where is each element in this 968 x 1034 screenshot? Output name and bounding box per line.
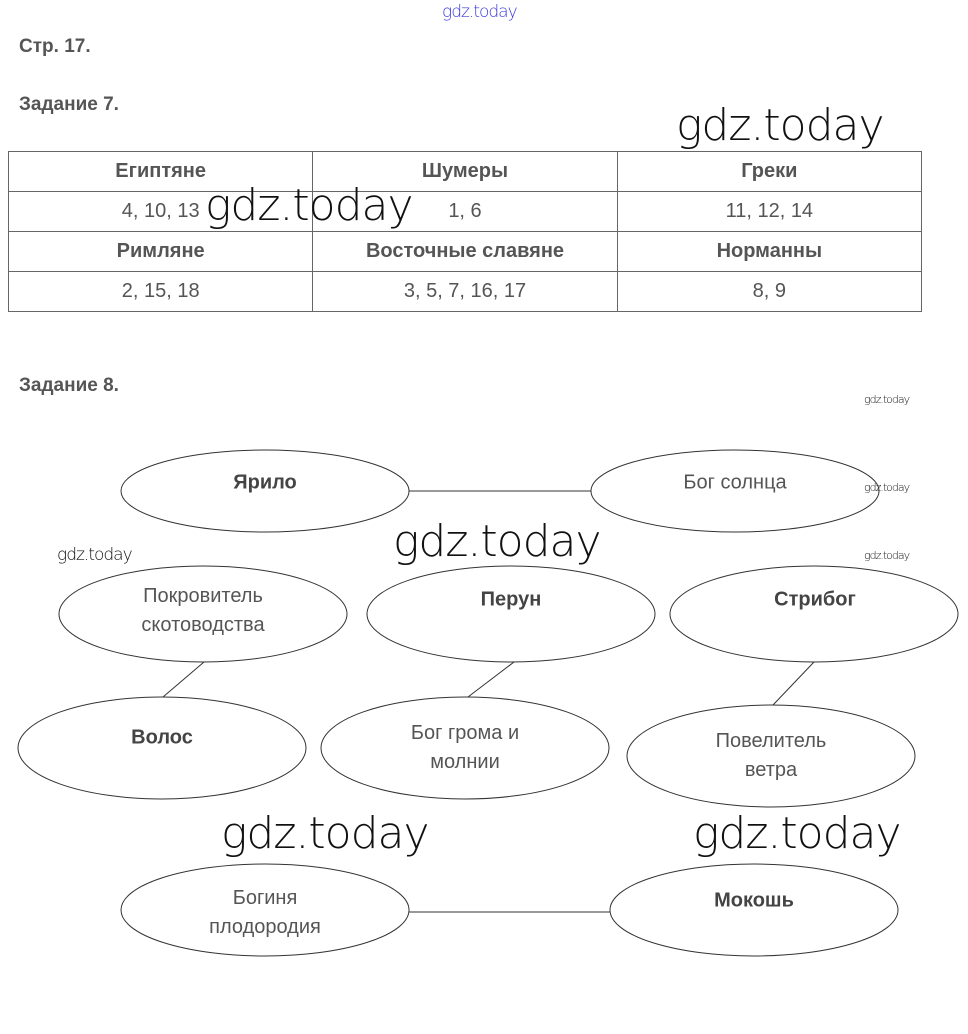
watermark: gdz.today [864,393,910,406]
table-header: Римляне [9,232,313,272]
label-line: Покровитель [143,585,263,607]
watermark: gdz.today [693,808,901,859]
connector [468,662,514,697]
watermark: gdz.today [57,545,132,565]
label-line: Повелитель [715,730,827,752]
label-line: Богиня [232,887,298,909]
label-fertility [209,884,321,942]
label-line: плодородия [209,916,321,938]
table-cell: 1, 6 [313,192,617,232]
label-line: Бог грома и [410,722,520,744]
task-8-heading: Задание 8. [19,375,119,396]
task-7-heading: Задание 7. [19,94,119,115]
table-header: Норманны [617,232,921,272]
watermark: gdz.today [393,516,601,567]
table-cell: 3, 5, 7, 16, 17 [313,272,617,312]
table-cell: 4, 10, 13 [9,192,313,232]
watermark: gdz.today [442,2,517,22]
label-sun: Бог солнца [683,471,787,494]
connector [163,662,204,697]
label-cattle [141,582,264,640]
connector [773,662,814,705]
table-header: Греки [617,152,921,192]
label-line: ветра [744,759,798,781]
watermark: gdz.today [676,100,884,151]
label-line: скотоводства [141,614,265,636]
watermark: gdz.today [205,180,413,231]
label-yarilo: Ярило [233,471,297,494]
label-stribog: Стрибог [774,588,856,611]
page-reference: Стр. 17. [19,36,91,57]
label-thunder [411,719,519,777]
label-wind [716,727,827,785]
table-cell: 8, 9 [617,272,921,312]
label-mokosh: Мокошь [714,889,794,912]
label-volos: Волос [131,726,193,749]
table-header: Египтяне [9,152,313,192]
watermark: gdz.today [221,808,429,859]
table-header: Восточные славяне [313,232,617,272]
watermark: gdz.today [864,481,910,494]
label-perun: Перун [480,588,542,611]
watermark: gdz.today [864,549,910,562]
label-line: молнии [430,751,500,773]
table-cell: 2, 15, 18 [9,272,313,312]
table-header: Шумеры [313,152,617,192]
table-cell: 11, 12, 14 [617,192,921,232]
